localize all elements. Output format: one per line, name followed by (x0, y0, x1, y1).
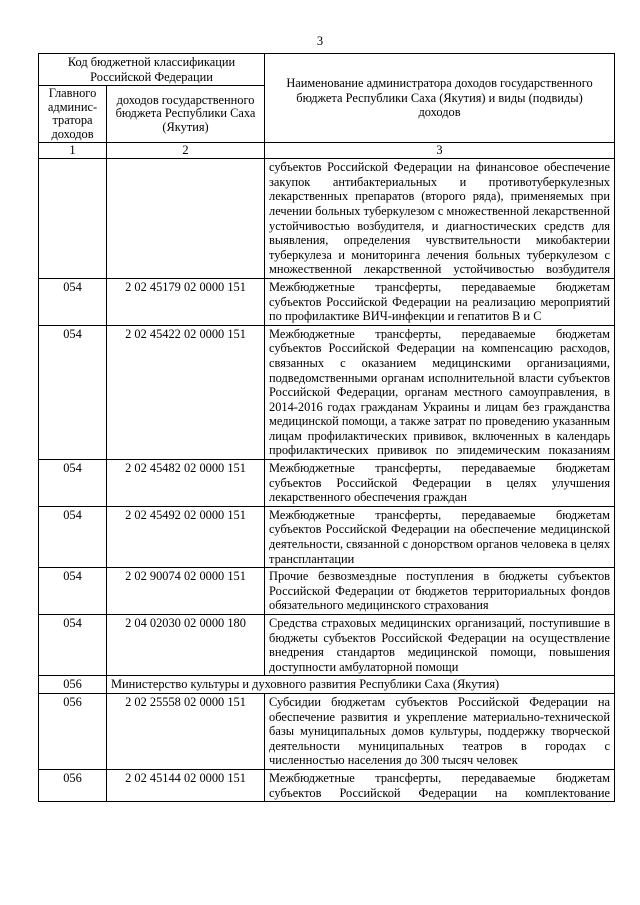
table-row (39, 615, 615, 676)
table-row (39, 769, 615, 801)
admin-code-cell: 054 (39, 278, 107, 325)
admin-code-cell: 054 (39, 568, 107, 615)
income-code-cell: 2 02 45179 02 0000 151 (107, 278, 265, 325)
table-row (39, 693, 615, 769)
budget-classification-table (38, 53, 615, 802)
header-name-column: Наименование администратора доходов государственного бюджета Республики Саха (Якутия) и виды (подвиды) доходов (265, 54, 615, 143)
table-row (39, 460, 615, 507)
admin-code-cell: 054 (39, 325, 107, 459)
header-admin-column: Главного админис-тратора доходов (39, 86, 107, 143)
page-number: 3 (316, 34, 324, 48)
income-code-cell: 2 04 02030 02 0000 180 (107, 615, 265, 676)
admin-code-cell: 056 (39, 769, 107, 801)
income-code-cell (107, 159, 265, 279)
table-row (39, 506, 615, 567)
table-row (39, 568, 615, 615)
admin-code-cell (39, 159, 107, 279)
income-name-cell: Субсидии бюджетам субъектов Российской Федерации на обеспечение развития и укрепление материально-технической базы муниципальных домов культуры, поддержку творческой деятельности муниципальных театров в городах с численностью населения до 300 тысяч человек (265, 693, 615, 769)
ministry-name: Министерство культуры и духовного развития Республики Саха (Якутия) (107, 676, 615, 694)
income-name-cell: Межбюджетные трансферты, передаваемые бюджетам субъектов Российской Федерации на обеспечение медицинской деятельности, связанной с донорством органов человека в целях трансплантации (265, 506, 615, 567)
income-name-cell: Межбюджетные трансферты, передаваемые бюджетам субъектов Российской Федерации на компенсацию расходов, связанных с оказанием медицинскими организациями, подведомственными органам исполнительной власти субъектов Российской Федерации, органам местного самоуправления, в 2014-2016 годах гражданам Украины и лицам без гражданства медицинской помощи, а также затрат по проведению указанным лицам профилактических прививок, включенных в календарь профилактических прививок по эпидемическим показаниям (265, 325, 615, 459)
income-name-cell: Межбюджетные трансферты, передаваемые бюджетам субъектов Российской Федерации на комплектование (265, 769, 615, 801)
admin-code-cell: 054 (39, 460, 107, 507)
column-number-3: 3 (265, 143, 615, 159)
income-name-cell: Средства страховых медицинских организаций, поступившие в бюджеты субъектов Российской Федерации на осуществление внедрения стандартов медицинской помощи, повышения доступности амбулаторной помощи (265, 615, 615, 676)
header-income-column: доходов государственного бюджета Республики Саха (Якутия) (107, 86, 265, 143)
table-row (39, 159, 615, 279)
admin-code-cell: 054 (39, 506, 107, 567)
column-number-1: 1 (39, 143, 107, 159)
income-name-cell: субъектов Российской Федерации на финансовое обеспечение закупок антибактериальных и противотуберкулезных лекарственных препаратов (второго ряда), применяемых при лечении больных туберкулезом с множественной лекарственной устойчивостью возбудителя, и диагностических средств для выявления, определения чувствительности микобактерии туберкулеза и мониторинга лечения больных туберкулезом с множественной лекарственной устойчивостью возбудителя (265, 159, 615, 279)
header-code-group: Код бюджетной классификации Российской Федерации (39, 54, 265, 86)
income-name-cell: Межбюджетные трансферты, передаваемые бюджетам субъектов Российской Федерации в целях улучшения лекарственного обеспечения граждан (265, 460, 615, 507)
column-number-2: 2 (107, 143, 265, 159)
admin-code-cell: 054 (39, 615, 107, 676)
income-code-cell: 2 02 25558 02 0000 151 (107, 693, 265, 769)
income-code-cell: 2 02 90074 02 0000 151 (107, 568, 265, 615)
income-name-cell: Прочие безвозмездные поступления в бюджеты субъектов Российской Федерации от бюджетов территориальных фондов обязательного медицинского страхования (265, 568, 615, 615)
table-row (39, 325, 615, 459)
income-code-cell: 2 02 45144 02 0000 151 (107, 769, 265, 801)
table-row (39, 278, 615, 325)
income-name-cell: Межбюджетные трансферты, передаваемые бюджетам субъектов Российской Федерации на реализацию мероприятий по профилактике ВИЧ-инфекции и гепатитов В и С (265, 278, 615, 325)
income-code-cell: 2 02 45422 02 0000 151 (107, 325, 265, 459)
income-code-cell: 2 02 45482 02 0000 151 (107, 460, 265, 507)
ministry-row (39, 676, 615, 694)
ministry-admin-code: 056 (39, 676, 107, 694)
admin-code-cell: 056 (39, 693, 107, 769)
income-code-cell: 2 02 45492 02 0000 151 (107, 506, 265, 567)
